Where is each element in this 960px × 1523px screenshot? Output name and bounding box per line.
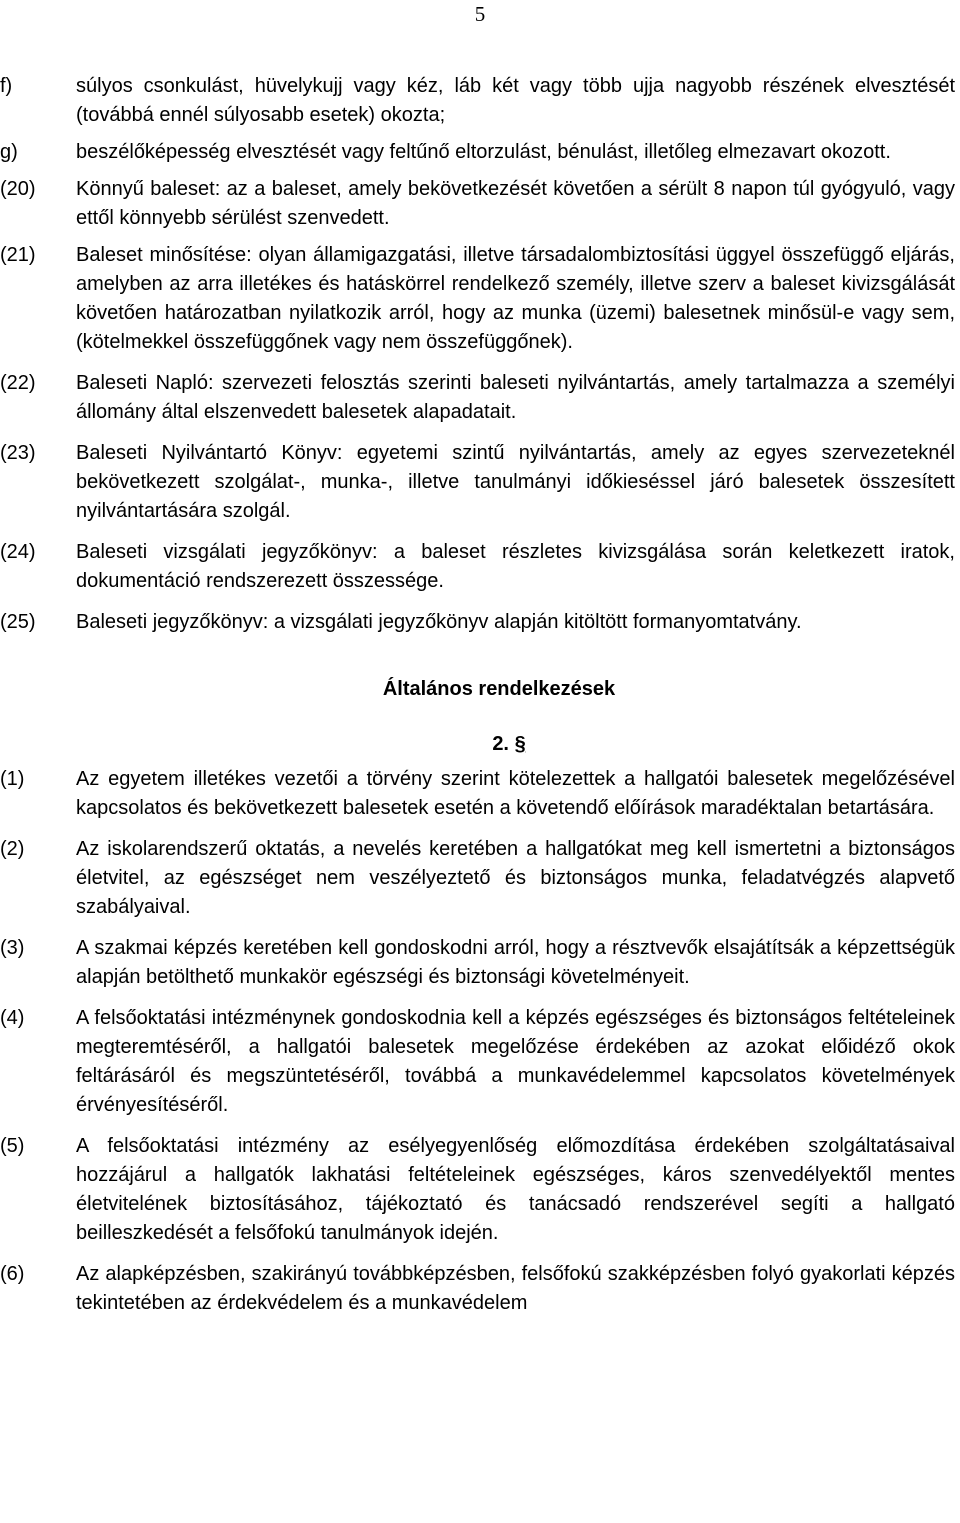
item-number: (24) <box>0 541 36 563</box>
item-text: A felsőoktatási intézmény az esélyegyenlőség előmozdítása érdekében szolgáltatásaival hozzájárul a hallgatók lakhatási feltételeinek egészséges, káros szenvedélyektől mentes életvitelének biztosításához, tájékoztató és tanácsadó rendszerével segíti a hallgató beilleszkedését a felsőfokú tanulmányok idején. <box>76 1135 955 1244</box>
provision-item-1 <box>0 765 960 823</box>
provision-item-4 <box>0 1004 960 1120</box>
section-heading: Általános rendelkezések <box>382 678 616 700</box>
definition-item-21 <box>0 241 960 357</box>
item-text: A szakmai képzés keretében kell gondoskodni arról, hogy a résztvevők elsajátítsák a képzettségük alapján betölthető munkakör egészségi és biztonsági követelményeit. <box>76 937 955 988</box>
item-text: Az alapképzésben, szakirányú továbbképzésben, felsőfokú szakképzésben folyó gyakorlati képzés tekintetében az érdekvédelem és a munkavédelem <box>76 1263 955 1314</box>
item-number: (1) <box>0 768 25 790</box>
item-text: súlyos csonkulást, hüvelykujj vagy kéz, láb két vagy több ujja nagyobb részének elvesztését (továbbá ennél súlyosabb esetek) okozta; <box>76 75 955 126</box>
item-number: (22) <box>0 372 36 394</box>
provision-item-3 <box>0 934 960 992</box>
definition-item-22 <box>0 369 960 427</box>
definition-item-23 <box>0 439 960 526</box>
item-text: Az iskolarendszerű oktatás, a nevelés keretében a hallgatókat meg kell ismertetni a biztonságos életvitel, az egészséget nem veszélyeztető és biztonságos munka, feladatvégzés alapvető szabályaival. <box>76 838 955 918</box>
item-text: Baleseti vizsgálati jegyzőkönyv: a baleset részletes kivizsgálása során keletkezett iratok, dokumentáció rendszerezett összessége. <box>76 541 955 592</box>
item-number: (21) <box>0 244 36 266</box>
item-text: Baleset minősítése: olyan államigazgatási, illetve társadalombiztosítási üggyel összefüggő eljárás, amelyben az arra illetékes és hatáskörrel rendelkező személy, illetve szerv a baleset kivizsgálását követően határozatban nyilatkozik arról, hogy az munka (üzemi) balesetnek minősül-e vagy sem, (kötelmekkel összefüggőnek vagy nem összefüggőnek). <box>76 244 955 353</box>
definition-item-g <box>0 138 960 167</box>
item-number: g) <box>0 141 18 163</box>
item-text: Baleseti jegyzőkönyv: a vizsgálati jegyzőkönyv alapján kitöltött formanyomtatvány. <box>76 611 802 633</box>
item-number: (25) <box>0 611 36 633</box>
item-text: Könnyű baleset: az a baleset, amely bekövetkezését követően a sérült 8 napon túl gyógyuló, vagy ettől könnyebb sérülést szenvedett. <box>76 178 955 229</box>
document-body <box>0 72 960 1318</box>
item-number: (6) <box>0 1263 25 1285</box>
item-number: (23) <box>0 442 36 464</box>
item-text: A felsőoktatási intézménynek gondoskodnia kell a képzés egészséges és biztonságos feltételeinek megteremtéséről, a hallgatói balesetek megelőzése érdekében az azokat előidéző okok feltárásáról és megszüntetéséről, továbbá a munkavédelemmel kapcsolatos követelmények érvényesítéséről. <box>76 1007 955 1116</box>
provision-item-6 <box>0 1260 960 1318</box>
item-number: (3) <box>0 937 25 959</box>
section-number <box>58 730 960 759</box>
item-number: (5) <box>0 1135 25 1157</box>
definition-item-f <box>0 72 960 130</box>
item-number: (20) <box>0 178 36 200</box>
item-text: Baleseti Nyilvántartó Könyv: egyetemi szintű nyilvántartás, amely az egyes szervezeteknél bekövetkezett szolgálat-, munka-, illetve tanulmányi időkieséssel járó balesetek összesített nyilvántartására szolgál. <box>76 442 955 522</box>
item-number: (4) <box>0 1007 25 1029</box>
provision-item-5 <box>0 1132 960 1248</box>
item-text: beszélőképesség elvesztését vagy feltűnő eltorzulást, bénulást, illetőleg elmezavart okozott. <box>76 141 891 163</box>
provision-item-2 <box>0 835 960 922</box>
definition-item-24 <box>0 538 960 596</box>
page-number: 5 <box>474 2 486 26</box>
section-symbol: § <box>514 733 526 755</box>
item-text: Az egyetem illetékes vezetői a törvény szerint kötelezettek a hallgatói balesetek megelőzésével kapcsolatos és bekövetkezett balesetek esetén a követendő előírások maradéktalan betartására. <box>76 768 955 819</box>
definition-item-25 <box>0 608 960 637</box>
item-text: Baleseti Napló: szervezeti felosztás szerinti baleseti nyilvántartás, amely tartalmazza a személyi állomány által elszenvedett balesetek alapadatait. <box>76 372 955 423</box>
section-number-value: 2. <box>492 733 509 755</box>
item-number: (2) <box>0 838 25 860</box>
definition-item-20 <box>0 175 960 233</box>
item-number: f) <box>0 75 13 97</box>
